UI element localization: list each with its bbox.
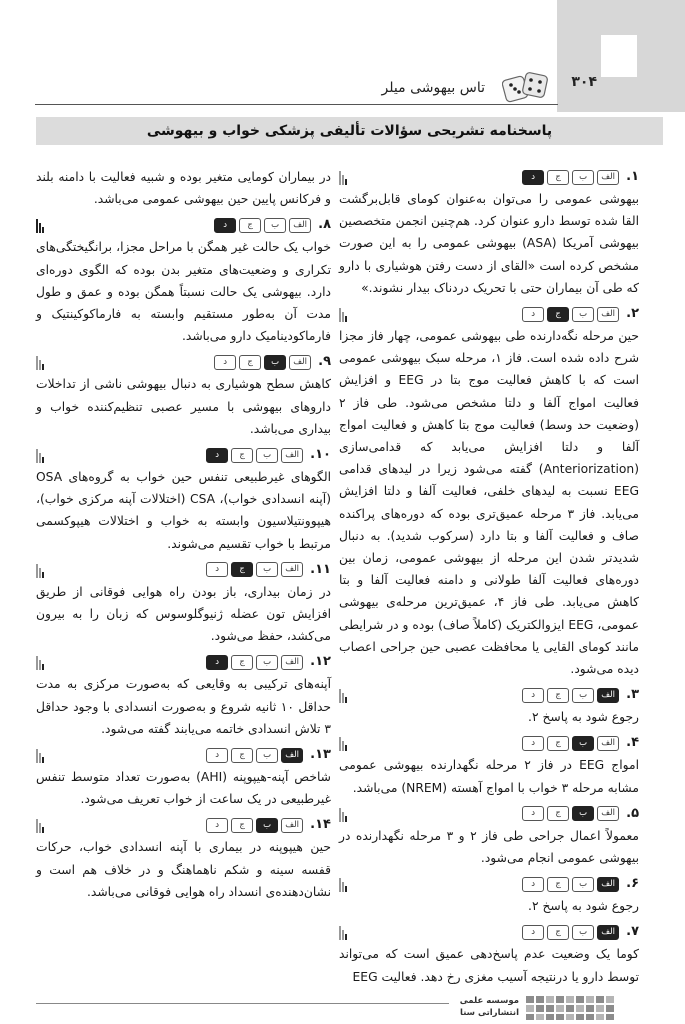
choice-box: د (522, 688, 544, 703)
question-number: ۱۲. (310, 654, 331, 670)
publisher-name (459, 995, 519, 1019)
difficulty-bar (342, 175, 344, 185)
correct-choice-box: د (206, 448, 228, 463)
question-number: ۹. (318, 354, 331, 370)
answer-header (339, 803, 639, 825)
difficulty-bar (339, 808, 341, 822)
choice-box: الف (597, 170, 619, 185)
difficulty-bar (39, 360, 41, 370)
answer-header (339, 166, 639, 188)
difficulty-bar (339, 878, 341, 892)
choice-box: ب (256, 655, 278, 670)
answer-header (36, 651, 331, 673)
choice-box: الف (289, 355, 311, 370)
choice-box: ب (572, 170, 594, 185)
choice-box: الف (597, 307, 619, 322)
correct-choice-box: ج (547, 307, 569, 322)
difficulty-bar (42, 364, 44, 370)
answer-text: الگوهای غیرطبیعی تنفس حین خواب به گروه‌های OSA (آپنه انسدادی خواب)، CSA (اختلالات آپنه مرکزی خواب)، هیپوونتیلاسیون وابسته به خواب و اختلالات هیپوکسمی مرتبط با خواب تقسیم می‌شوند. (36, 470, 331, 551)
publisher-line-2: انتشاراتی سنا (460, 1008, 519, 1018)
question-number: ۱۱. (310, 561, 331, 577)
answer-item (36, 166, 331, 210)
answer-text: در زمان بیداری، باز بودن راه هوایی فوقانی از طریق افزایش تون عضله ژنیوگلوسوس که زبان را به بیرون می‌کشد، حفظ می‌شود. (36, 584, 331, 644)
choice-box: ج (547, 806, 569, 821)
running-head: تاس بیهوشی میلر (381, 80, 485, 96)
choice-box: ب (572, 877, 594, 892)
difficulty-bars-icon (36, 354, 44, 370)
choice-box: الف (281, 655, 303, 670)
difficulty-bar (345, 886, 347, 892)
question-number: ۳. (626, 687, 639, 703)
answer-header (339, 303, 639, 325)
difficulty-bar (339, 171, 341, 185)
difficulty-bar (345, 934, 347, 940)
answer-header (36, 814, 331, 836)
answer-header (339, 684, 639, 706)
question-number: ۱۰. (310, 446, 331, 462)
footer-rule (36, 1003, 449, 1004)
choice-box: د (206, 562, 228, 577)
answer-text: حین هیپوپنه در بیماری با آپنه انسدادی خواب، حرکات قفسه سینه و شکم ناهماهنگ و در خلاف هم است و نشان‌دهنده‌ی انسداد راه هوایی فوقانی می‌باشد. (36, 840, 331, 899)
difficulty-bars-icon (339, 169, 347, 185)
answer-text: بیهوشی عمومی را می‌توان به‌عنوان کومای قابل‌برگشت القا شده توسط دارو عنوان کرد. هم‌چنین انجمن متخصصین بیهوشی آمریکا (ASA) بیهوشی عمومی را به این صورت مشخص کرده است «القای از دست رفتن هوشیاری با دارو که طی آن بیماران حتی با تحریک دردناک بیدار نشوند.» (339, 192, 639, 295)
choice-box: ج (547, 688, 569, 703)
answer-item (339, 684, 639, 728)
difficulty-bars-icon (36, 654, 44, 670)
difficulty-bar (36, 356, 38, 370)
publisher-logo-squares (524, 995, 616, 1021)
question-number: ۱۴. (310, 817, 331, 833)
correct-choice-box: ب (572, 736, 594, 751)
difficulty-bar (342, 930, 344, 940)
answer-header (339, 921, 639, 943)
choice-box: د (206, 818, 228, 833)
difficulty-bar (42, 664, 44, 670)
difficulty-bars-icon (36, 447, 44, 463)
question-number: ۱۳. (310, 746, 331, 762)
difficulty-bars-icon (339, 735, 347, 751)
question-number: ۷. (626, 924, 639, 940)
difficulty-bar (345, 697, 347, 703)
answer-item (339, 732, 639, 798)
answer-text: شاخص آپنه-هیپوپنه (AHI) به‌صورت تعداد متوسط تنفس غیرطبیعی در یک ساعت از خواب تعریف می‌شود. (36, 770, 331, 807)
difficulty-bar (39, 660, 41, 670)
answer-text: کاهش سطح هوشیاری به دنبال بیهوشی ناشی از تداخلات داروهای بیهوشی با مسیر عصبی تنظیم‌کننده خواب و بیداری می‌باشد. (36, 377, 331, 436)
answer-header (339, 732, 639, 754)
choice-box: ج (547, 877, 569, 892)
answer-item (339, 166, 639, 299)
difficulty-bar (39, 753, 41, 763)
choice-box: ب (572, 688, 594, 703)
difficulty-bar (39, 223, 41, 233)
correct-choice-box: ب (264, 355, 286, 370)
choice-box: ج (547, 170, 569, 185)
choice-box: ج (547, 925, 569, 940)
difficulty-bar (339, 737, 341, 751)
choice-box: د (522, 925, 544, 940)
choice-box: ج (231, 655, 253, 670)
answer-item (339, 803, 639, 869)
difficulty-bar (39, 823, 41, 833)
difficulty-bar (342, 882, 344, 892)
difficulty-bars-icon (36, 747, 44, 763)
publisher-line-1: موسسه علمی (459, 996, 519, 1006)
question-number: ۵. (626, 805, 639, 821)
difficulty-bar (36, 564, 38, 578)
corner-box (601, 35, 637, 77)
correct-choice-box: د (214, 218, 236, 233)
difficulty-bar (345, 179, 347, 185)
difficulty-bar (342, 741, 344, 751)
difficulty-bar (42, 757, 44, 763)
correct-choice-box: الف (281, 748, 303, 763)
difficulty-bar (345, 745, 347, 751)
correct-choice-box: ب (572, 806, 594, 821)
answer-header (36, 444, 331, 466)
question-number: ۴. (626, 735, 639, 751)
difficulty-bars-icon (339, 306, 347, 322)
correct-choice-box: الف (597, 877, 619, 892)
difficulty-bar (42, 572, 44, 578)
question-number: ۸. (318, 217, 331, 233)
question-number: ۲. (626, 305, 639, 321)
choice-box: ب (572, 307, 594, 322)
correct-choice-box: د (522, 170, 544, 185)
answer-header (36, 744, 331, 766)
answer-text: حین مرحله نگه‌دارنده طی بیهوشی عمومی، چهار فاز مجزا شرح داده شده است. فاز ۱، مرحله سبک بیهوشی عمومی است که با کاهش فعالیت موج بتا در EEG و افزایش فعالیت امواج آلفا و دلتا مشخص می‌شود. طی فاز ۲ (وضعیت حد وسط) فعالیت موج بتا کاهش و فعالیت امواج آلفا و دلتا افزایش می‌یابد که قدامی‌سازی (Anteriorization) گفته می‌شود زیرا در لیدهای قدامی EEG نسبت به لیدهای خلفی، فعالیت آلفا و دلتا افزایش می‌یابد. فاز ۳ مرحله عمیق‌تری بوده که دوره‌های پراکنده صاف و فعالیت آلفا و بتا دارد (سرکوب شدید). به دنبال شدیدتر شدن این مرحله از بیهوشی عمومی، زمان بین دوره‌های فعالیت آلفا طولانی و دامنه فعالیت آلفا و بتا کاهش می‌یابد. طی فاز ۴، عمیق‌ترین مرحله‌ی بیهوشی عمومی، EEG ایزوالکتریک (کاملاً صاف) بوده و در شرایطی مانند کومای القایی یا محافظت عصبی حین جراحی اعصاب دیده می‌شود. (339, 329, 639, 677)
answer-item (36, 814, 331, 903)
choice-box: الف (289, 218, 311, 233)
answer-text: معمولاً اعمال جراحی طی فاز ۲ و ۳ مرحله نگهدارنده در بیهوشی عمومی انجام می‌شود. (339, 828, 639, 866)
choice-box: ب (264, 218, 286, 233)
correct-choice-box: الف (597, 688, 619, 703)
difficulty-bar (36, 749, 38, 763)
difficulty-bar (42, 227, 44, 233)
answer-text: امواج EEG در فاز ۲ مرحله نگهدارنده بیهوشی عمومی مشابه مرحله ۳ خواب با امواج آهسته (NREM) می‌باشد. (339, 758, 639, 795)
question-number: ۱. (626, 168, 639, 184)
difficulty-bars-icon (339, 876, 347, 892)
choice-box: ب (256, 562, 278, 577)
choice-box: الف (281, 818, 303, 833)
choice-box: ج (231, 748, 253, 763)
difficulty-bar (39, 568, 41, 578)
difficulty-bar (36, 449, 38, 463)
difficulty-bars-icon (36, 217, 44, 233)
left-column (36, 166, 331, 907)
choice-box: د (522, 877, 544, 892)
answer-item (339, 303, 639, 680)
answer-header (36, 351, 331, 373)
answer-text: آپنه‌های ترکیبی به وقایعی که به‌صورت مرکزی به مدت حداقل ۱۰ ثانیه شروع و به‌صورت انسدادی با وجود حداقل ۳ تلاش انسدادی خاتمه می‌یابند گفته می‌شود. (36, 677, 332, 736)
answer-item (36, 651, 331, 740)
answer-text: در بیماران کومایی متغیر بوده و شبیه فعالیت با دامنه بلند و فرکانس پایین حین بیهوشی عمومی می‌باشد. (36, 170, 331, 207)
answer-text: خواب یک حالت غیر همگن با مراحل مجزا، برانگیختگی‌های تکراری و وضعیت‌های متغیر بدن بوده که الگوی دوره‌ای دارد. بیهوشی یک حالت نسبتاً همگن بوده و عمق و طول مدت آن به‌طور مستقیم وابسته به فارماکوکینتیک و فارماکودینامیک دارو می‌باشد. (36, 240, 331, 344)
choice-box: د (522, 736, 544, 751)
right-column (339, 166, 639, 992)
choice-box: د (206, 748, 228, 763)
corner-tab (557, 0, 685, 112)
answer-item (339, 921, 639, 987)
difficulty-bar (342, 312, 344, 322)
difficulty-bar (345, 816, 347, 822)
choice-box: الف (597, 806, 619, 821)
answer-item (36, 351, 331, 440)
difficulty-bars-icon (339, 687, 347, 703)
difficulty-bars-icon (36, 562, 44, 578)
dice-icon (502, 70, 550, 104)
correct-choice-box: الف (597, 925, 619, 940)
answer-text: کوما یک وضعیت عدم پاسخ‌دهی عمیق است که می‌تواند توسط دارو یا درنتیجه آسیب مغزی رخ دهد. فعالیت EEG (339, 947, 639, 984)
choice-box: ب (572, 925, 594, 940)
choice-box: د (522, 806, 544, 821)
question-number: ۶. (626, 876, 639, 892)
difficulty-bar (339, 689, 341, 703)
answer-header (36, 214, 331, 236)
difficulty-bar (42, 827, 44, 833)
difficulty-bar (345, 316, 347, 322)
choice-box: ج (231, 448, 253, 463)
choice-box: ب (256, 748, 278, 763)
answer-item (36, 214, 331, 347)
difficulty-bar (342, 812, 344, 822)
answer-item (36, 444, 331, 555)
answer-header (339, 873, 639, 895)
correct-choice-box: ب (256, 818, 278, 833)
difficulty-bars-icon (339, 924, 347, 940)
difficulty-bar (36, 819, 38, 833)
choice-box: الف (597, 736, 619, 751)
difficulty-bar (36, 656, 38, 670)
choice-box: د (214, 355, 236, 370)
answer-text: رجوع شود به پاسخ ۲. (528, 710, 639, 725)
header-rule (35, 104, 558, 105)
choice-box: ج (231, 818, 253, 833)
choice-box: د (522, 307, 544, 322)
answer-item (339, 873, 639, 917)
answer-header (36, 559, 331, 581)
difficulty-bars-icon (339, 806, 347, 822)
difficulty-bar (36, 219, 38, 233)
difficulty-bars-icon (36, 817, 44, 833)
choice-box: الف (281, 448, 303, 463)
page-number: ۳۰۴ (571, 74, 597, 90)
choice-box: ب (256, 448, 278, 463)
difficulty-bar (339, 308, 341, 322)
choice-box: ج (239, 355, 261, 370)
difficulty-bar (342, 693, 344, 703)
choice-box: الف (281, 562, 303, 577)
choice-box: ج (547, 736, 569, 751)
answer-item (36, 744, 331, 810)
correct-choice-box: ج (231, 562, 253, 577)
correct-choice-box: د (206, 655, 228, 670)
difficulty-bar (339, 926, 341, 940)
difficulty-bar (39, 453, 41, 463)
difficulty-bar (42, 457, 44, 463)
answer-item (36, 559, 331, 648)
choice-box: ج (239, 218, 261, 233)
section-title: پاسخنامه تشریحی سؤالات تألیفی پزشکی خواب و بیهوشی (36, 117, 663, 145)
answer-text: رجوع شود به پاسخ ۲. (528, 899, 639, 914)
